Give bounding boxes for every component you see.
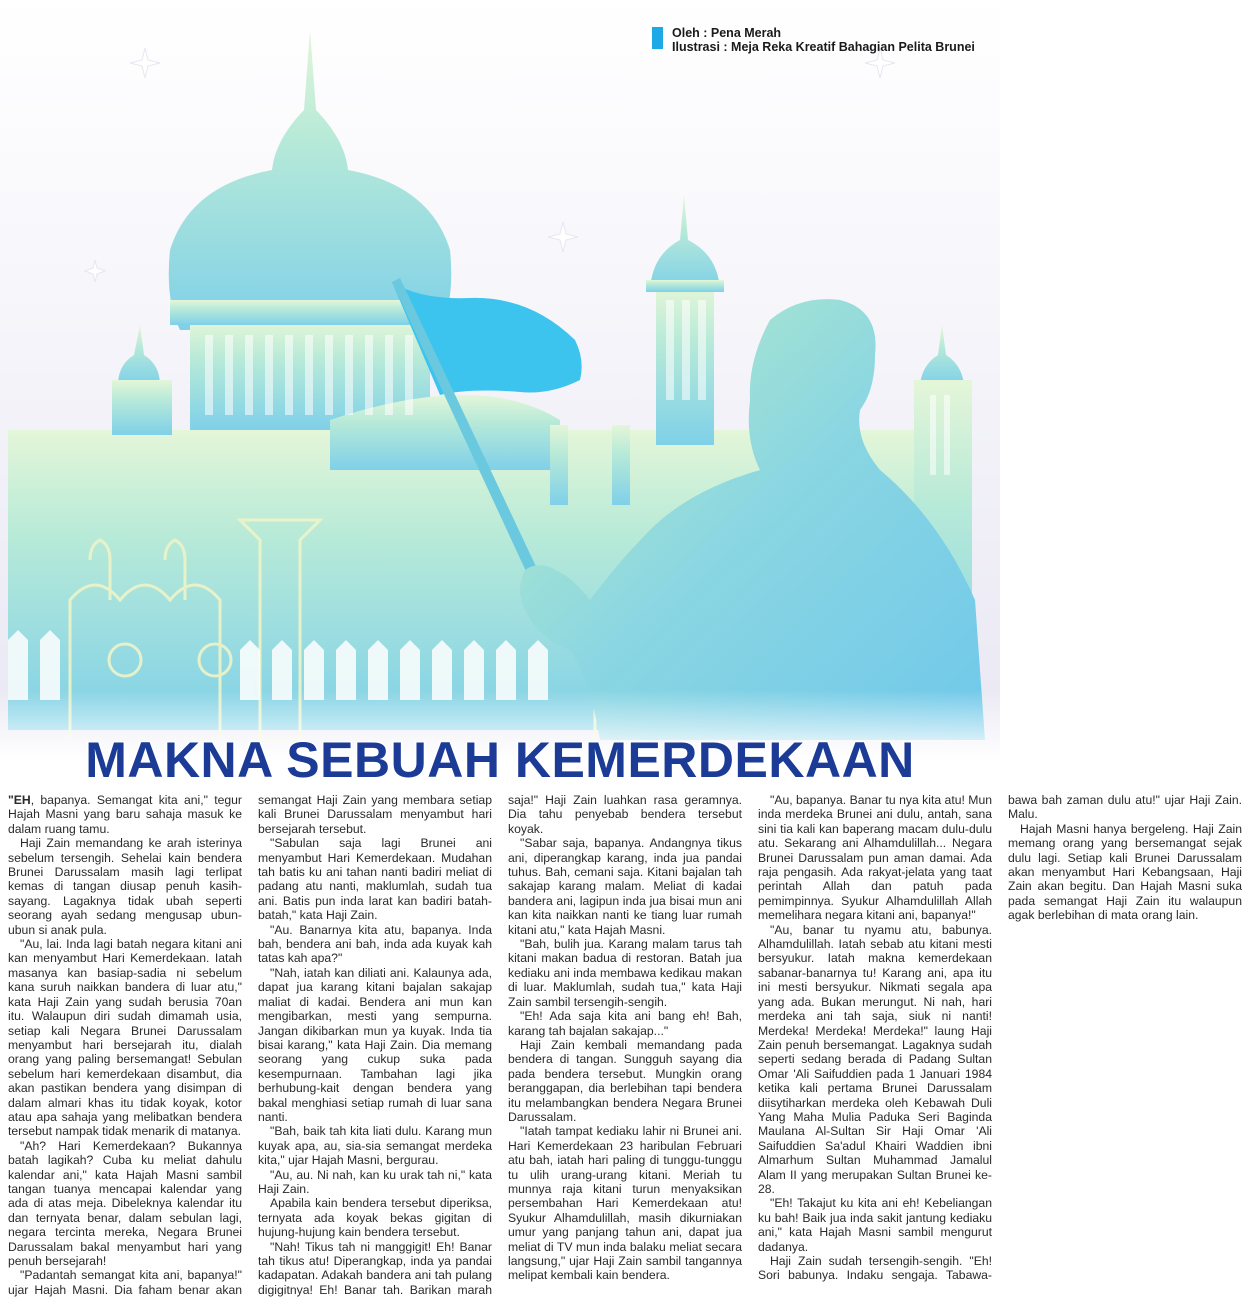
body-paragraph: "Sabar saja, bapanya. Andangnya tikus ani, diperangkap karang, inda jua pandai tuhus. Bah, cemani saja. Kitani bajalan tah sakajap karang malam. Meliat di kadai bandera ani, lagipun inda jua bisai mun ani kan kita naikkan nanti ke tiang luar rumah kitani atu," kata Hajah Masni. <box>508 836 742 937</box>
lead-bold: "EH <box>8 793 31 807</box>
body-paragraph: "Padantah semangat kita ani, bapanya!" ujar Hajah Masni. Dia faham benar akan semangat Haji Zain yang membara setiap kali Brunei Darussalam menyambut hari bersejarah tersebut. <box>8 793 492 1297</box>
article-body <box>8 793 1242 1298</box>
lead-rest: , bapanya. Semangat kita ani," tegur Hajah Masni yang baru sahaja masuk ke dalam ruang tamu. <box>8 793 242 836</box>
body-paragraph: "Sabulan saja lagi Brunei ani menyambut Hari Kemerdekaan. Mudahan tah batis ku ani tahan nanti badiri meliat di padang atu nanti, maklumlah, sudah tua ani. Batis pun inda larat kan badiri batah-batah," kata Haji Zain. <box>258 836 492 923</box>
body-paragraph: "Bah, baik tah kita liati dulu. Karang mun kuyak apa, au, sia-sia semangat merdeka kita," ujar Hajah Masni, bergurau. <box>258 1124 492 1168</box>
credit-marker <box>652 27 663 49</box>
body-paragraph: "Eh! Takajut ku kita ani eh! Kebeliangan ku bah! Baik jua inda sakit jantung kediaku ani," kata Hajah Masni sambil mengurut dadanya. <box>758 1196 992 1254</box>
body-paragraph: "Au, au. Ni nah, kan ku urak tah ni," kata Haji Zain. <box>258 1167 492 1196</box>
body-paragraph: Haji Zain kembali memandang pada bendera di tangan. Sungguh sayang dia pada bendera tersebut. Mungkin orang beranggapan, dia berlebihan tapi bendera itu melambangkan bendera Negara Brunei Darussalam. <box>508 1037 742 1124</box>
body-paragraph: Haji Zain memandang ke arah isterinya sebelum tersengih. Sehelai kain bendera Brunei Darussalam masih lagi terlipat kemas di tangan diusap penuh kasih-sayang. Lagaknya tidak ubah seperti seorang ayah sedang mengusap ubun-ubun si anak pula. <box>8 836 242 937</box>
byline-credits <box>654 26 975 54</box>
illustration-credit: Ilustrasi : Meja Reka Kreatif Bahagian Pelita Brunei <box>672 40 975 54</box>
body-paragraph: "Eh! Ada saja kita ani bang eh! Bah, karang tah bajalan sakajap..." <box>508 1009 742 1038</box>
body-paragraph: "Au. Banarnya kita atu, bapanya. Inda bah, bendera ani bah, inda ada kuyak kah tatas kah apa?" <box>258 922 492 966</box>
body-paragraph: "Au, lai. Inda lagi batah negara kitani ani kan menyambut Hari Kemerdekaan. Iatah masanya kan basiap-sadia ni sebelum kana suruh naikkan bandera di luar atu," kata Haji Zain yang sudah berusia 70an itu. Walaupun diri sudah dimamah usia, setiap kali Negara Brunei Darussalam menyambut hari bersejarah itu, dialah orang yang paling bersemangat! Sebulan sebelum hari kemerdekaan disambut, dia akan pastikan bendera yang disimpan di dalam almari khas itu tidak koyak, kotor atau apa sahaja yang melibatkan bendera tersebut nampak tidak menarik di matanya. <box>8 937 242 1139</box>
body-paragraph: "Nah! Tikus tah ni manggigit! Eh! Banar tah tikus atu! Diperangkap, inda ya pandai kadapatan. Adakah bandera ani tah pulang digigitnya! Eh! Banar tah. Barikan marah saja!" Haji Zain luahkan rasa geramnya. Dia tahu penyebab bendera tersebut koyak. <box>258 793 742 1297</box>
body-paragraph: Haji Zain sudah tersengih-sengih. "Eh! Sori babunya. Indaku sengaja. Tabawa-bawa bah zaman dulu atu!" ujar Haji Zain. Malu. <box>758 793 1242 1283</box>
cover-illustration <box>0 0 1000 760</box>
body-paragraph: Hajah Masni hanya bergeleng. Haji Zain memang orang yang bersemangat sejak dulu lagi. Setiap kali Brunei Darussalam akan menyambut Hari Kebangsaan, Haji Zain akan begitu. Dan Hajah Masni suka pada semangat Haji Zain itu walaupun agak berlebihan di mata orang lain. <box>1008 821 1242 923</box>
lead-paragraph <box>8 793 242 836</box>
body-paragraph: Apabila kain bendera tersebut diperiksa, ternyata ada koyak bekas gigitan di hujung-hujung kain bendera tersebut. <box>258 1196 492 1240</box>
body-paragraph: "Iatah tampat kediaku lahir ni Brunei ani. Hari Kemerdekaan 23 haribulan Februari atu bah, iatah hari paling di tunggu-tunggu tu ulih urang-urang kitani. Meriah tu munnya raja kitani turun menyaksikan persembahan Hari Kemerdekaan atu! Syukur Alhamdulillah, masih dikurniakan umur yang panjang tahun ani, dapat jua meliat di TV mun inda balaku meliat secara langsung," ujar Haji Zain sambil tangannya melipat kembali kain bendera. <box>508 1124 742 1283</box>
body-paragraph: "Nah, iatah kan diliati ani. Kalaunya ada, dapat jua karang kitani bajalan sakajap maliat di kadai. Bendera ani mun kan mengibarkan, mesti yang sempurna. Jangan dikibarkan mun ya kuyak. Inda tia bisai karang," kata Haji Zain. Dia memang seorang yang cukup suka pada kesempurnaan. Tambahan lagi jika berhubung-kait dengan bendera yang bakal menghiasi setiap rumah di luar sana nanti. <box>258 965 492 1124</box>
body-paragraph: "Ah? Hari Kemerdekaan? Bukannya batah lagikah? Cuba ku meliat dahulu kalendar ani," kata Hajah Masni sambil tangan tuanya mencapai kalendar yang ada di atas meja. Dibeleknya kalendar itu dan ternyata benar, dalam sebulan lagi, negara tercinta mereka, Negara Brunei Darussalam bakal menyambut hari yang penuh bersejarah! <box>8 1138 242 1268</box>
body-paragraph: "Au, bapanya. Banar tu nya kita atu! Mun inda merdeka Brunei ani dulu, antah, sana sini tia kali kan baperang macam dulu-dulu atu. Sekarang ani Alhamdulillah... Negara Brunei Darussalam pun aman damai. Ada raja pengasih. Ada rakyat-jelata yang taat perintah Allah dan patuh pada pemimpinnya. Syukur Alhamdulillah Allah memelihara negara kitani ani, bapanya!" <box>758 793 992 923</box>
body-paragraph: "Bah, bulih jua. Karang malam tarus tah kitani makan badua di restoran. Batah jua kediaku ani inda membawa kedikau makan di luar. Maklumlah, sudah tua," kata Haji Zain sambil tersengih-sengih. <box>508 937 742 1009</box>
author-credit: Oleh : Pena Merah <box>672 26 782 40</box>
article-headline: MAKNA SEBUAH KEMERDEKAAN <box>85 732 915 788</box>
body-paragraph: "Au, banar tu nyamu atu, babunya. Alhamdulillah. Iatah sebab atu kitani mesti bersyukur. Iatah makna kemerdekaan sabanar-banarnya tu! Karang ani, apa itu ini mesti bersyukur. Nikmati segala apa yang ada. Bukan merungut. Ni nah, hari merdeka ani tah saja, siuk ni nanti! Merdeka! Merdeka! Merdeka!" laung Haji Zain penuh bersemangat. Lagaknya sudah seperti sedang berada di Padang Sultan Omar 'Ali Saifuddien pada 1 Januari 1984 ketika kali pertama Brunei Darussalam diisytiharkan merdeka oleh Kebawah Duli Yang Maha Mulia Paduka Seri Baginda Maulana Al-Sultan Sir Haji Omar 'Ali Saifuddien Sa'adul Khairi Waddien ibni Almarhum Sultan Muhammad Jamalul Alam II yang merupakan Sultan Brunei ke-28. <box>758 922 992 1196</box>
